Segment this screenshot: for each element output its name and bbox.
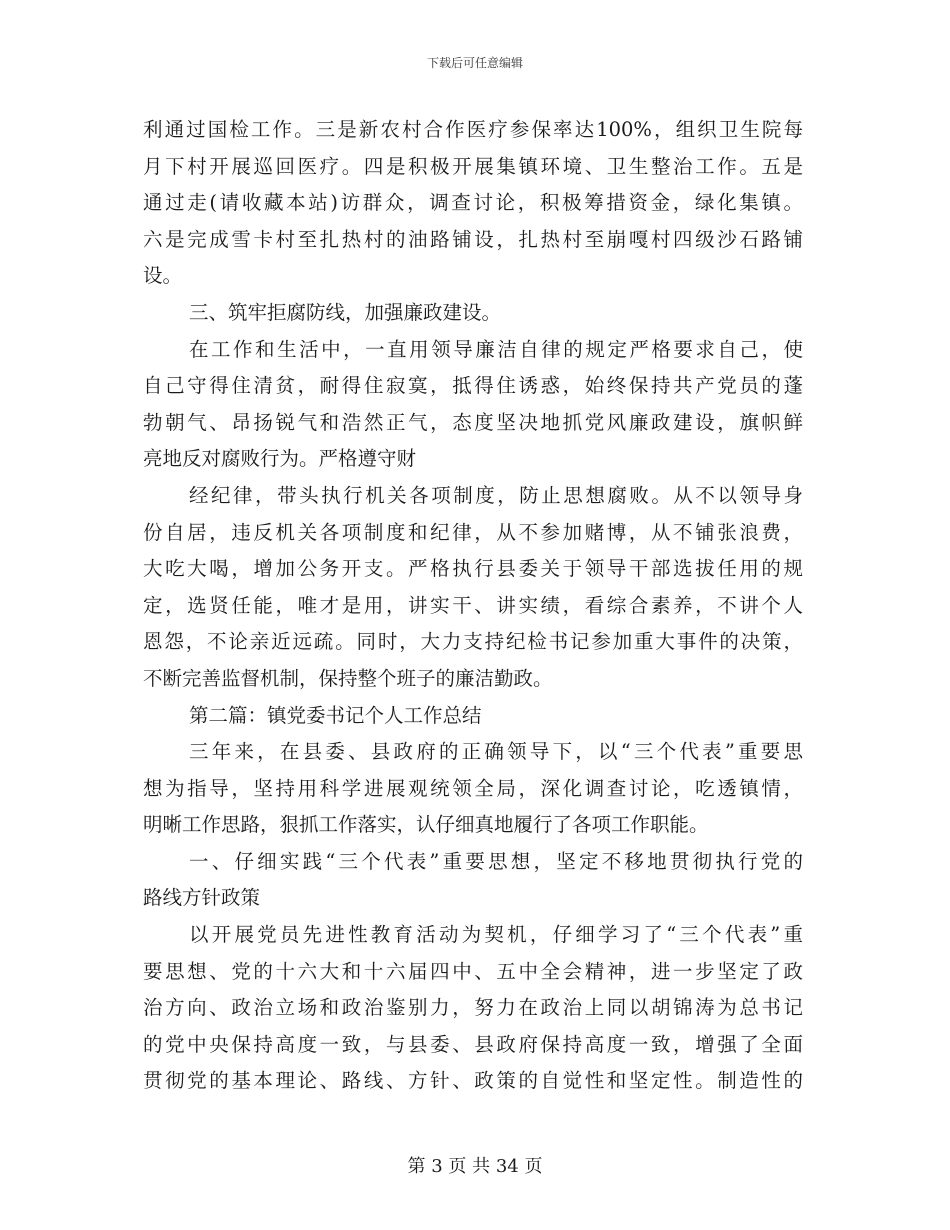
text-line: 贯彻党的基本理论、路线、方针、政策的自觉性和坚定性。制造性的 [143,1069,803,1093]
text-line: 想为指导，坚持用科学进展观统领全局，深化调查讨论，吃透镇情， [143,776,803,800]
text-line: 设。 [143,264,183,288]
text-line: 利通过国检工作。三是新农村合作医疗参保率达100%，组织卫生院每 [143,118,803,141]
text-line: 的党中央保持高度一致，与县委、县政府保持高度一致，增强了全面 [143,1032,803,1056]
text-line: 明晰工作思路，狠抓工作落实，认仔细真地履行了各项工作职能。 [143,813,709,837]
text-line: 亮地反对腐败行为。严格遵守财 [143,447,417,471]
page-footer: 第 3 页 共 34 页 [407,1156,543,1177]
text-line: 六是完成雪卡村至扎热村的油路铺设，扎热村至崩嘎村四级沙石路铺 [143,227,803,251]
text-line: 以开展党员先进性教育活动为契机，仔细学习了“三个代表”重 [189,923,803,947]
text-line: 定，选贤任能，唯才是用，讲实干、讲实绩，看综合素养，不讲个人 [143,593,803,617]
text-line: 勃朝气、昂扬锐气和浩然正气，态度坚决地抓党风廉政建设，旗帜鲜 [143,410,803,434]
text-line: 通过走(请收藏本站)访群众，调查讨论，积极筹措资金，绿化集镇。 [143,191,803,215]
text-line: 月下村开展巡回医疗。四是积极开展集镇环境、卫生整治工作。五是 [143,154,803,178]
section-heading: 三、筑牢拒腐防线，加强廉政建设。 [189,300,502,324]
document-body [143,112,803,1100]
text-line: 经纪律，带头执行机关各项制度，防止思想腐败。从不以领导身 [189,483,803,507]
text-line: 要思想、党的十六大和十六届四中、五中全会精神，进一步坚定了政 [143,959,803,983]
text-line: 在工作和生活中，一直用领导廉洁自律的规定严格要求自己，使 [189,337,803,361]
text-line: 三年来，在县委、县政府的正确领导下，以“三个代表”重要思 [189,740,803,764]
text-line: 不断完善监督机制，保持整个班子的廉洁勤政。 [143,666,553,690]
text-line: 大吃大喝，增加公务开支。严格执行县委关于领导干部选拔任用的规 [143,557,803,581]
section-heading: 一、仔细实践“三个代表”重要思想，坚定不移地贯彻执行党的 [189,849,803,873]
page-header: 下载后可任意编辑 [426,56,523,70]
text-line: 治方向、政治立场和政治鉴别力，努力在政治上同以胡锦涛为总书记 [143,996,803,1020]
section-heading: 第二篇：镇党委书记个人工作总结 [189,703,482,727]
text-line: 自己守得住清贫，耐得住寂寞，抵得住诱惑，始终保持共产党员的蓬 [143,374,803,398]
text-line: 份自居，违反机关各项制度和纪律，从不参加赌博，从不铺张浪费， [143,520,803,544]
text-line: 恩怨，不论亲近远疏。同时，大力支持纪检书记参加重大事件的决策， [143,630,803,654]
section-heading: 路线方针政策 [143,886,261,910]
